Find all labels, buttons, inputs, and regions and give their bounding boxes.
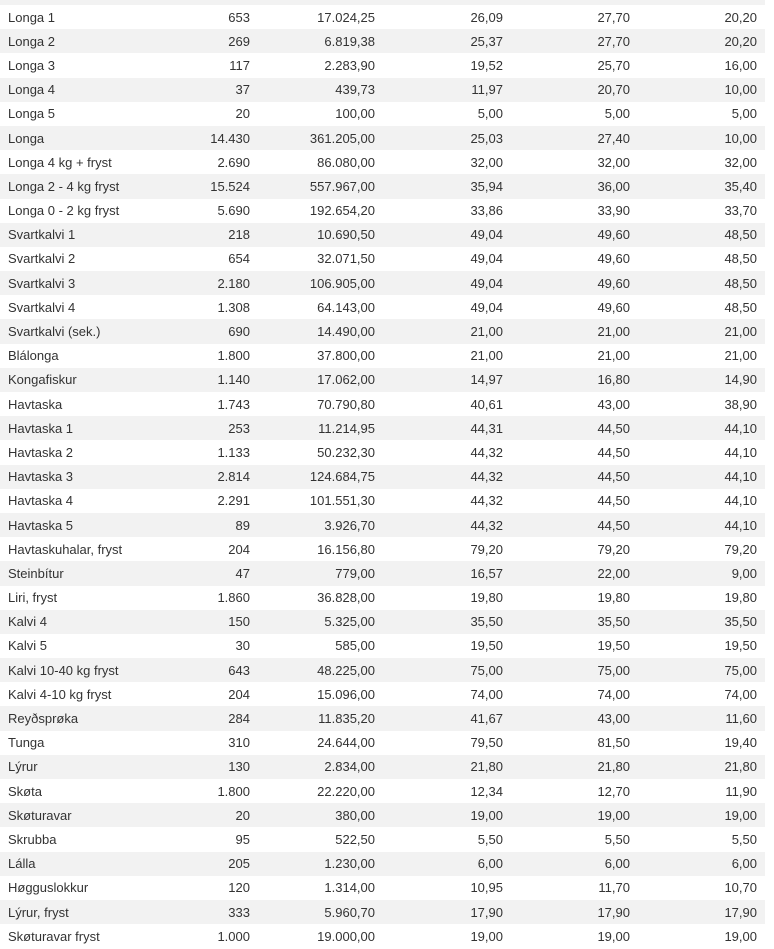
amount-cell: 36.828,00 [317, 590, 375, 606]
max-price-cell: 27,70 [597, 9, 630, 25]
product-name-cell: Havtaska 1 [8, 420, 74, 436]
quantity-cell: 253 [228, 420, 250, 436]
quantity-cell: 30 [235, 638, 250, 654]
max-price-cell: 19,00 [597, 807, 630, 823]
product-name-cell: Svartkalvi 2 [8, 251, 76, 267]
quantity-cell: 269 [228, 33, 250, 49]
avg-price-cell: 26,09 [470, 9, 503, 25]
table-row [0, 223, 765, 247]
table-row [0, 561, 765, 585]
max-price-cell: 6,00 [604, 856, 630, 872]
quantity-cell: 20 [235, 106, 250, 122]
table-row [0, 174, 765, 198]
avg-price-cell: 5,50 [477, 831, 503, 847]
product-name-cell: Skøturavar [8, 807, 72, 823]
max-price-cell: 44,50 [597, 493, 630, 509]
amount-cell: 6.819,38 [324, 33, 375, 49]
quantity-cell: 15.524 [210, 178, 250, 194]
max-price-cell: 27,70 [597, 33, 630, 49]
avg-price-cell: 25,37 [470, 33, 503, 49]
quantity-cell: 14.430 [210, 130, 250, 146]
avg-price-cell: 10,95 [470, 880, 503, 896]
product-name-cell: Svartkalvi (sek.) [8, 324, 101, 340]
min-price-cell: 74,00 [724, 686, 757, 702]
product-name-cell: Longa 1 [8, 9, 55, 25]
amount-cell: 5.325,00 [324, 614, 375, 630]
quantity-cell: 95 [235, 831, 250, 847]
min-price-cell: 19,50 [724, 638, 757, 654]
quantity-cell: 218 [228, 227, 250, 243]
product-name-cell: Longa 0 - 2 kg fryst [8, 203, 120, 219]
product-name-cell: Havtaska 5 [8, 517, 74, 533]
product-name-cell: Longa 4 kg + fryst [8, 154, 112, 170]
avg-price-cell: 49,04 [470, 227, 503, 243]
table-row [0, 537, 765, 561]
table-row [0, 586, 765, 610]
min-price-cell: 21,80 [724, 759, 757, 775]
amount-cell: 17.062,00 [317, 372, 375, 388]
avg-price-cell: 79,50 [470, 735, 503, 751]
quantity-cell: 653 [228, 9, 250, 25]
quantity-cell: 2.291 [217, 493, 250, 509]
table-row [0, 271, 765, 295]
quantity-cell: 284 [228, 711, 250, 727]
max-price-cell: 27,40 [597, 130, 630, 146]
table-row [0, 319, 765, 343]
avg-price-cell: 17,90 [470, 904, 503, 920]
amount-cell: 2.283,90 [324, 57, 375, 73]
avg-price-cell: 49,04 [470, 299, 503, 315]
product-name-cell: Longa [8, 130, 45, 146]
product-name-cell: Svartkalvi 4 [8, 299, 76, 315]
amount-cell: 22.220,00 [317, 783, 375, 799]
quantity-cell: 2.180 [217, 275, 250, 291]
max-price-cell: 49,60 [597, 251, 630, 267]
product-name-cell: Liri, fryst [8, 590, 58, 606]
table-row [0, 610, 765, 634]
min-price-cell: 44,10 [724, 420, 757, 436]
amount-cell: 16.156,80 [317, 541, 375, 557]
table-row [0, 199, 765, 223]
avg-price-cell: 74,00 [470, 686, 503, 702]
max-price-cell: 22,00 [597, 565, 630, 581]
max-price-cell: 12,70 [597, 783, 630, 799]
max-price-cell: 33,90 [597, 203, 630, 219]
min-price-cell: 35,40 [724, 178, 757, 194]
amount-cell: 361.205,00 [309, 130, 375, 146]
table-row [0, 465, 765, 489]
quantity-cell: 117 [229, 57, 250, 73]
product-name-cell: Kalvi 10-40 kg fryst [8, 662, 119, 678]
avg-price-cell: 79,20 [470, 541, 503, 557]
max-price-cell: 5,50 [604, 831, 630, 847]
max-price-cell: 49,60 [597, 227, 630, 243]
product-name-cell: Steinbítur [8, 565, 64, 581]
product-name-cell: Kalvi 4-10 kg fryst [8, 686, 112, 702]
min-price-cell: 35,50 [724, 614, 757, 630]
table-row [0, 29, 765, 53]
amount-cell: 1.230,00 [324, 856, 375, 872]
product-name-cell: Longa 2 - 4 kg fryst [8, 178, 120, 194]
avg-price-cell: 41,67 [470, 711, 503, 727]
product-name-cell: Lálla [8, 856, 36, 872]
quantity-cell: 5.690 [217, 203, 250, 219]
quantity-cell: 204 [228, 541, 250, 557]
max-price-cell: 21,00 [597, 348, 630, 364]
quantity-cell: 47 [235, 565, 250, 581]
max-price-cell: 43,00 [597, 396, 630, 412]
product-name-cell: Lýrur [8, 759, 38, 775]
max-price-cell: 44,50 [597, 469, 630, 485]
quantity-cell: 690 [228, 324, 250, 340]
table-row [0, 658, 765, 682]
table-row [0, 416, 765, 440]
amount-cell: 24.644,00 [317, 735, 375, 751]
max-price-cell: 44,50 [597, 420, 630, 436]
amount-cell: 439,73 [335, 82, 375, 98]
avg-price-cell: 14,97 [470, 372, 503, 388]
max-price-cell: 17,90 [597, 904, 630, 920]
min-price-cell: 38,90 [724, 396, 757, 412]
table-row [0, 513, 765, 537]
avg-price-cell: 6,00 [477, 856, 503, 872]
table-row [0, 682, 765, 706]
max-price-cell: 21,80 [597, 759, 630, 775]
avg-price-cell: 19,52 [470, 57, 503, 73]
max-price-cell: 19,00 [597, 928, 630, 944]
amount-cell: 779,00 [335, 565, 375, 581]
avg-price-cell: 44,32 [470, 517, 503, 533]
amount-cell: 380,00 [335, 807, 375, 823]
product-name-cell: Havtaskuhalar, fryst [8, 541, 123, 557]
avg-price-cell: 49,04 [470, 251, 503, 267]
product-name-cell: Longa 4 [8, 82, 55, 98]
min-price-cell: 48,50 [724, 251, 757, 267]
max-price-cell: 75,00 [597, 662, 630, 678]
table-row [0, 706, 765, 730]
quantity-cell: 89 [235, 517, 250, 533]
min-price-cell: 6,00 [731, 856, 757, 872]
min-price-cell: 19,00 [724, 928, 757, 944]
quantity-cell: 643 [228, 662, 250, 678]
table-row [0, 295, 765, 319]
quantity-cell: 2.690 [217, 154, 250, 170]
quantity-cell: 310 [228, 735, 250, 751]
min-price-cell: 32,00 [724, 154, 757, 170]
min-price-cell: 11,90 [725, 783, 757, 799]
min-price-cell: 21,00 [724, 324, 757, 340]
avg-price-cell: 49,04 [470, 275, 503, 291]
table-row [0, 102, 765, 126]
product-name-cell: Blálonga [8, 348, 59, 364]
quantity-cell: 120 [228, 880, 250, 896]
max-price-cell: 21,00 [597, 324, 630, 340]
table-row [0, 489, 765, 513]
avg-price-cell: 21,00 [470, 324, 503, 340]
quantity-cell: 130 [228, 759, 250, 775]
product-name-cell: Lýrur, fryst [8, 904, 69, 920]
product-name-cell: Svartkalvi 1 [8, 227, 76, 243]
quantity-cell: 1.000 [217, 928, 250, 944]
table-row [0, 392, 765, 416]
quantity-cell: 1.800 [217, 783, 250, 799]
avg-price-cell: 19,50 [470, 638, 503, 654]
amount-cell: 100,00 [335, 106, 375, 122]
table-row [0, 78, 765, 102]
amount-cell: 86.080,00 [317, 154, 375, 170]
min-price-cell: 44,10 [724, 469, 757, 485]
min-price-cell: 21,00 [724, 348, 757, 364]
table-row [0, 924, 765, 948]
quantity-cell: 1.140 [217, 372, 250, 388]
table-row [0, 634, 765, 658]
avg-price-cell: 21,80 [470, 759, 503, 775]
min-price-cell: 19,40 [724, 735, 757, 751]
min-price-cell: 11,60 [725, 711, 757, 727]
amount-cell: 15.096,00 [317, 686, 375, 702]
avg-price-cell: 11,97 [471, 82, 503, 98]
min-price-cell: 44,10 [724, 517, 757, 533]
avg-price-cell: 44,32 [470, 444, 503, 460]
avg-price-cell: 75,00 [470, 662, 503, 678]
table-row [0, 755, 765, 779]
product-name-cell: Havtaska 2 [8, 444, 74, 460]
avg-price-cell: 21,00 [470, 348, 503, 364]
table-row [0, 247, 765, 271]
table-body [0, 5, 765, 948]
table-row [0, 368, 765, 392]
quantity-cell: 150 [228, 614, 250, 630]
amount-cell: 1.314,00 [324, 880, 375, 896]
quantity-cell: 1.133 [217, 444, 250, 460]
avg-price-cell: 25,03 [470, 130, 503, 146]
quantity-cell: 205 [228, 856, 250, 872]
max-price-cell: 79,20 [597, 541, 630, 557]
avg-price-cell: 40,61 [470, 396, 503, 412]
max-price-cell: 5,00 [604, 106, 630, 122]
table-row [0, 731, 765, 755]
avg-price-cell: 35,50 [470, 614, 503, 630]
product-name-cell: Skøturavar fryst [8, 928, 100, 944]
avg-price-cell: 5,00 [477, 106, 503, 122]
max-price-cell: 19,80 [597, 590, 630, 606]
amount-cell: 37.800,00 [317, 348, 375, 364]
quantity-cell: 1.800 [217, 348, 250, 364]
amount-cell: 101.551,30 [309, 493, 375, 509]
table-row [0, 827, 765, 851]
amount-cell: 48.225,00 [317, 662, 375, 678]
max-price-cell: 16,80 [597, 372, 630, 388]
amount-cell: 2.834,00 [324, 759, 375, 775]
max-price-cell: 35,50 [597, 614, 630, 630]
min-price-cell: 20,20 [724, 9, 757, 25]
product-name-cell: Reyðsprøka [8, 711, 79, 727]
max-price-cell: 81,50 [597, 735, 630, 751]
amount-cell: 3.926,70 [324, 517, 375, 533]
quantity-cell: 2.814 [217, 469, 250, 485]
quantity-cell: 333 [228, 904, 250, 920]
amount-cell: 124.684,75 [309, 469, 375, 485]
max-price-cell: 32,00 [597, 154, 630, 170]
min-price-cell: 48,50 [724, 299, 757, 315]
min-price-cell: 10,70 [724, 880, 757, 896]
avg-price-cell: 44,31 [470, 420, 503, 436]
amount-cell: 192.654,20 [309, 203, 375, 219]
min-price-cell: 5,50 [731, 831, 757, 847]
avg-price-cell: 12,34 [470, 783, 503, 799]
avg-price-cell: 19,00 [470, 807, 503, 823]
amount-cell: 70.790,80 [317, 396, 375, 412]
min-price-cell: 48,50 [724, 275, 757, 291]
amount-cell: 557.967,00 [309, 178, 375, 194]
amount-cell: 64.143,00 [317, 299, 375, 315]
table-row [0, 803, 765, 827]
quantity-cell: 20 [235, 807, 250, 823]
product-name-cell: Longa 3 [8, 57, 55, 73]
min-price-cell: 33,70 [724, 203, 757, 219]
amount-cell: 11.214,95 [318, 420, 375, 436]
product-name-cell: Longa 2 [8, 33, 55, 49]
amount-cell: 585,00 [335, 638, 375, 654]
max-price-cell: 25,70 [597, 57, 630, 73]
product-name-cell: Havtaska 3 [8, 469, 74, 485]
amount-cell: 17.024,25 [317, 9, 375, 25]
product-name-cell: Longa 5 [8, 106, 55, 122]
product-name-cell: Havtaska [8, 396, 63, 412]
avg-price-cell: 35,94 [470, 178, 503, 194]
table-row [0, 779, 765, 803]
avg-price-cell: 19,00 [470, 928, 503, 944]
quantity-cell: 204 [228, 686, 250, 702]
max-price-cell: 44,50 [597, 517, 630, 533]
table-row [0, 5, 765, 29]
amount-cell: 5.960,70 [324, 904, 375, 920]
max-price-cell: 19,50 [597, 638, 630, 654]
amount-cell: 19.000,00 [317, 928, 375, 944]
min-price-cell: 16,00 [724, 57, 757, 73]
table-row [0, 344, 765, 368]
min-price-cell: 19,80 [724, 590, 757, 606]
table-row [0, 900, 765, 924]
product-name-cell: Skrubba [8, 831, 57, 847]
avg-price-cell: 33,86 [470, 203, 503, 219]
quantity-cell: 1.743 [217, 396, 250, 412]
min-price-cell: 5,00 [731, 106, 757, 122]
min-price-cell: 9,00 [731, 565, 757, 581]
quantity-cell: 1.308 [217, 299, 250, 315]
amount-cell: 106.905,00 [309, 275, 375, 291]
product-name-cell: Kalvi 4 [8, 614, 48, 630]
min-price-cell: 19,00 [724, 807, 757, 823]
product-name-cell: Havtaska 4 [8, 493, 74, 509]
quantity-cell: 1.860 [217, 590, 250, 606]
product-name-cell: Svartkalvi 3 [8, 275, 76, 291]
product-name-cell: Kalvi 5 [8, 638, 48, 654]
table-row [0, 876, 765, 900]
product-name-cell: Skøta [8, 783, 42, 799]
max-price-cell: 49,60 [597, 299, 630, 315]
table-row [0, 440, 765, 464]
min-price-cell: 10,00 [724, 130, 757, 146]
min-price-cell: 14,90 [724, 372, 757, 388]
max-price-cell: 44,50 [597, 444, 630, 460]
table-row [0, 150, 765, 174]
min-price-cell: 17,90 [724, 904, 757, 920]
min-price-cell: 48,50 [724, 227, 757, 243]
table-row [0, 53, 765, 77]
min-price-cell: 44,10 [724, 444, 757, 460]
min-price-cell: 10,00 [724, 82, 757, 98]
amount-cell: 32.071,50 [317, 251, 375, 267]
amount-cell: 10.690,50 [317, 227, 375, 243]
min-price-cell: 44,10 [724, 493, 757, 509]
avg-price-cell: 32,00 [470, 154, 503, 170]
max-price-cell: 74,00 [597, 686, 630, 702]
product-name-cell: Høgguslokkur [8, 880, 89, 896]
amount-cell: 14.490,00 [317, 324, 375, 340]
max-price-cell: 43,00 [597, 711, 630, 727]
product-name-cell: Kongafiskur [8, 372, 77, 388]
min-price-cell: 20,20 [724, 33, 757, 49]
min-price-cell: 79,20 [724, 541, 757, 557]
quantity-cell: 654 [228, 251, 250, 267]
min-price-cell: 75,00 [724, 662, 757, 678]
avg-price-cell: 44,32 [470, 493, 503, 509]
avg-price-cell: 19,80 [470, 590, 503, 606]
amount-cell: 50.232,30 [317, 444, 375, 460]
table-row [0, 126, 765, 150]
max-price-cell: 49,60 [597, 275, 630, 291]
quantity-cell: 37 [235, 82, 250, 98]
price-table [0, 5, 765, 948]
table-row [0, 852, 765, 876]
max-price-cell: 11,70 [598, 880, 630, 896]
avg-price-cell: 16,57 [470, 565, 503, 581]
avg-price-cell: 44,32 [470, 469, 503, 485]
amount-cell: 11.835,20 [318, 711, 375, 727]
max-price-cell: 36,00 [597, 178, 630, 194]
product-name-cell: Tunga [8, 735, 45, 751]
max-price-cell: 20,70 [597, 82, 630, 98]
amount-cell: 522,50 [335, 831, 375, 847]
